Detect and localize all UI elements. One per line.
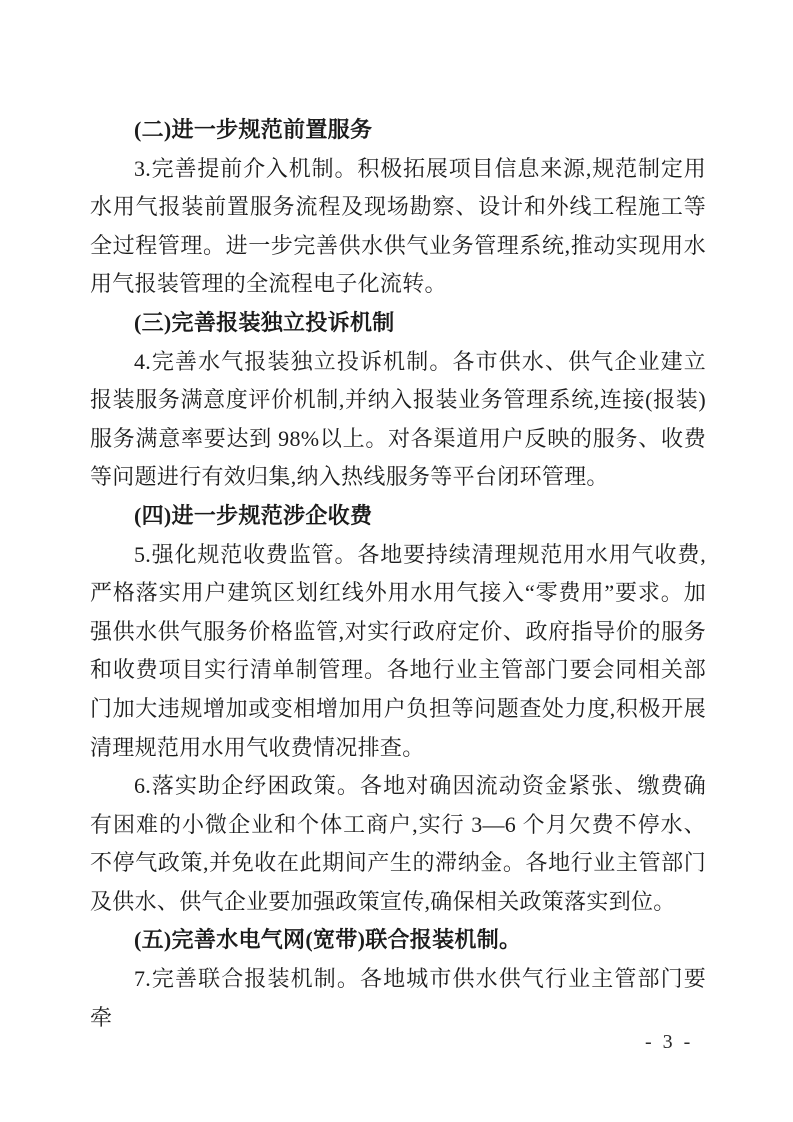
document-body (90, 111, 706, 1037)
body-paragraph-4: 4.完善水气报装独立投诉机制。各市供水、供气企业建立报装服务满意度评价机制,并纳入报装业务管理系统,连接(报装)服务满意率要达到 98%以上。对各渠道用户反映的服务、收费等问题进行有效归集,纳入热线服务等平台闭环管理。 (90, 348, 706, 490)
page-number: - 3 - (645, 1031, 694, 1053)
section-heading-4: (四)进一步规范涉企收费 (134, 502, 373, 528)
section-heading-3: (三)完善报装独立投诉机制 (134, 309, 395, 335)
body-paragraph-7: 7.完善联合报装机制。各地城市供水供气行业主管部门要牵 (90, 966, 706, 1030)
body-paragraph-6: 6.落实助企纾困政策。各地对确因流动资金紧张、缴费确有困难的小微企业和个体工商户,实行 3—6 个月欠费不停水、不停气政策,并免收在此期间产生的滞纳金。各地行业主管部门及供水、供气企业要加强政策宣传,确保相关政策落实到位。 (90, 773, 706, 914)
body-paragraph-3: 3.完善提前介入机制。积极拓展项目信息来源,规范制定用水用气报装前置服务流程及现场勘察、设计和外线工程施工等全过程管理。进一步完善供水供气业务管理系统,推动实现用水用气报装管理的全流程电子化流转。 (90, 155, 706, 297)
section-heading-2: (二)进一步规范前置服务 (134, 117, 373, 142)
body-paragraph-5: 5.强化规范收费监管。各地要持续清理规范用水用气收费,严格落实用户建筑区划红线外用水用气接入“零费用”要求。加强供水供气服务价格监管,对实行政府定价、政府指导价的服务和收费项目实行清单制管理。各地行业主管部门要会同相关部门加大违规增加或变相增加用户负担等问题查处力度,积极开展清理规范用水用气收费情况排查。 (90, 541, 706, 760)
section-heading-5: (五)完善水电气网(宽带)联合报装机制。 (134, 927, 522, 953)
